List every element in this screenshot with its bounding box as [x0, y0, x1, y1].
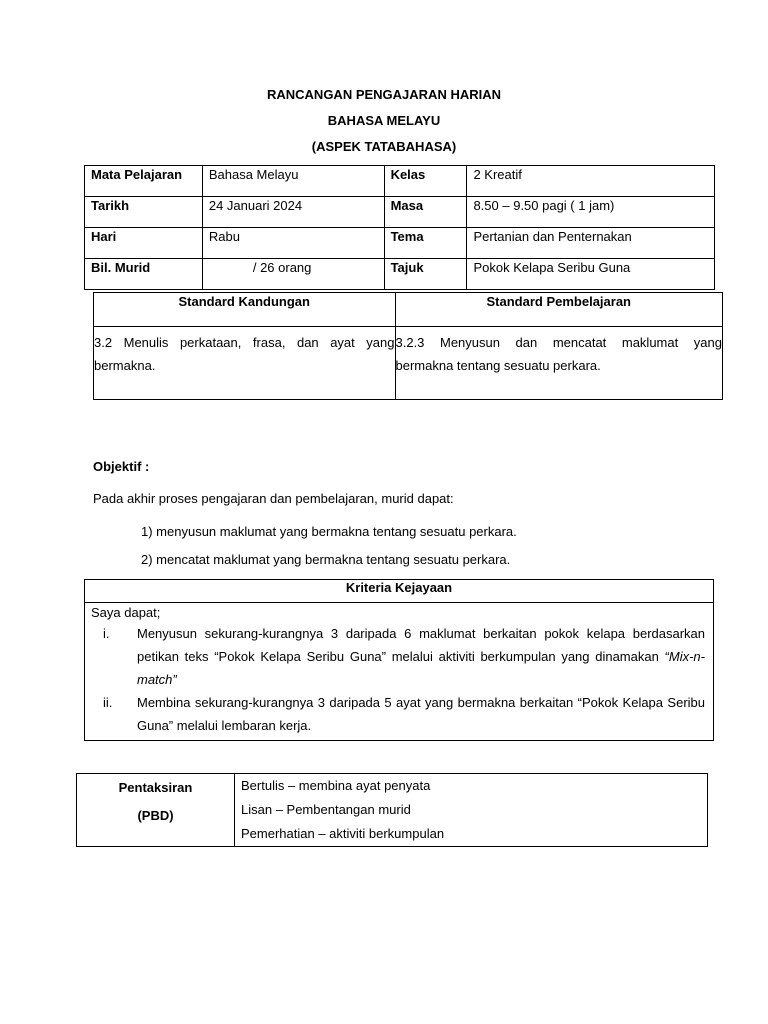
info-value: Rabu	[202, 228, 384, 259]
info-row	[85, 166, 715, 197]
objektif-label: Objektif :	[93, 459, 150, 474]
pentaksiran-item: Pemerhatian – aktiviti berkumpulan	[241, 826, 445, 841]
pentaksiran-label: Pentaksiran	[118, 780, 193, 795]
info-label: Hari	[85, 228, 203, 259]
pentaksiran-table	[76, 773, 708, 847]
kriteria-item-number: i.	[103, 626, 110, 641]
pentaksiran-item: Bertulis – membina ayat penyata	[241, 778, 431, 793]
info-value: 2 Kreatif	[467, 166, 715, 197]
info-value: / 26 orang	[202, 259, 384, 290]
standard-kandungan-heading: Standard Kandungan	[94, 293, 396, 327]
info-label: Kelas	[384, 166, 467, 197]
info-label: Tarikh	[85, 197, 203, 228]
kriteria-item	[85, 622, 713, 691]
info-label: Tema	[384, 228, 467, 259]
info-value: Pertanian dan Penternakan	[467, 228, 715, 259]
aspect-title: (ASPEK TATABAHASA)	[311, 139, 457, 154]
kriteria-item-number: ii.	[103, 695, 113, 710]
kriteria-kejayaan-box	[84, 579, 714, 741]
document-title: RANCANGAN PENGAJARAN HARIAN	[266, 87, 501, 102]
info-value: Pokok Kelapa Seribu Guna	[467, 259, 715, 290]
info-label: Masa	[384, 197, 467, 228]
objektif-item: 2) mencatat maklumat yang bermakna tentang sesuatu perkara.	[141, 552, 511, 567]
kriteria-title: Kriteria Kejayaan	[85, 580, 713, 603]
info-value: 24 Januari 2024	[202, 197, 384, 228]
standard-pembelajaran-heading: Standard Pembelajaran	[395, 293, 723, 327]
objektif-intro: Pada akhir proses pengajaran dan pembelajaran, murid dapat:	[93, 491, 454, 506]
info-row	[85, 228, 715, 259]
standard-kandungan-value: 3.2 Menulis perkataan, frasa, dan ayat yang bermakna.	[94, 335, 395, 373]
info-label: Tajuk	[384, 259, 467, 290]
standards-table	[93, 292, 723, 400]
pentaksiran-item: Lisan – Pembentangan murid	[241, 802, 411, 817]
info-row	[85, 197, 715, 228]
pentaksiran-sublabel: (PBD)	[137, 808, 174, 823]
standard-pembelajaran-value: 3.2.3 Menyusun dan mencatat maklumat yang bermakna tentang sesuatu perkara.	[395, 335, 722, 373]
info-value: Bahasa Melayu	[202, 166, 384, 197]
kriteria-intro: Saya dapat;	[91, 605, 161, 620]
objektif-item: 1) menyusun maklumat yang bermakna tentang sesuatu perkara.	[141, 524, 517, 539]
info-table	[84, 165, 715, 290]
info-label: Mata Pelajaran	[85, 166, 203, 197]
standard-kandungan-text	[94, 327, 396, 400]
kriteria-item-text: Membina sekurang-kurangnya 3 daripada 5 ayat yang bermakna berkaitan “Pokok Kelapa Seribu Guna” melalui lembaran kerja.	[137, 695, 705, 733]
kriteria-item-italic: “Mix-n-match”	[137, 649, 705, 687]
subject-title: BAHASA MELAYU	[327, 113, 441, 128]
info-value: 8.50 – 9.50 pagi ( 1 jam)	[467, 197, 715, 228]
info-label: Bil. Murid	[85, 259, 203, 290]
info-row	[85, 259, 715, 290]
kriteria-item	[85, 691, 713, 737]
standard-pembelajaran-text	[395, 327, 723, 400]
kriteria-item-text: Menyusun sekurang-kurangnya 3 daripada 6 maklumat berkaitan pokok kelapa berdasarkan petikan teks “Pokok Kelapa Seribu Guna” melalui aktiviti berkumpulan yang dinamakan	[137, 626, 705, 664]
pentaksiran-label-cell	[77, 774, 235, 847]
pentaksiran-items-cell	[235, 774, 708, 847]
